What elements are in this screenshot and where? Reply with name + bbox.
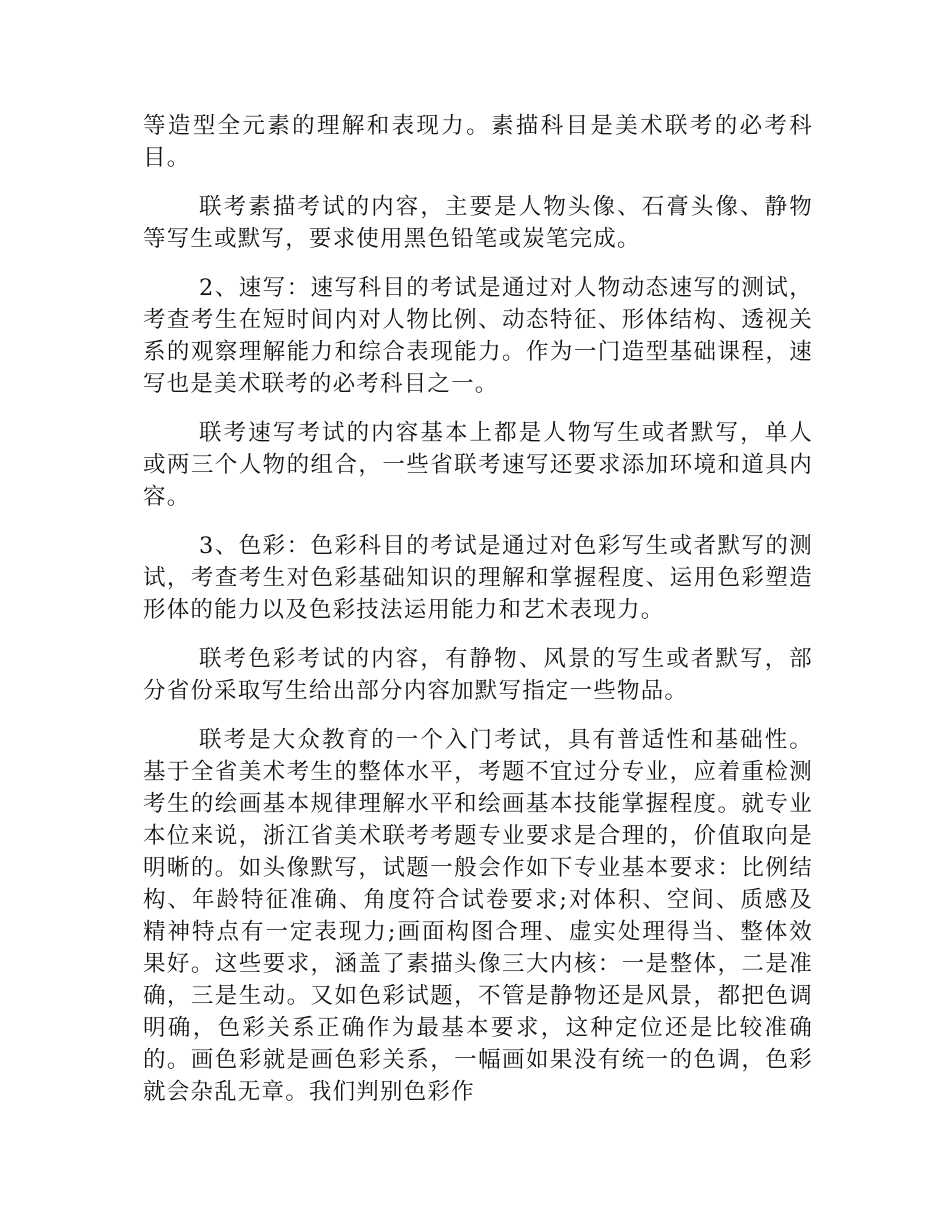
paragraph-color: 3、色彩：色彩科目的考试是通过对色彩写生或者默写的测试，考查考生对色彩基础知识的理解和掌握程度、运用色彩塑造形体的能力以及色彩技法运用能力和艺术表现力。 xyxy=(143,533,813,623)
paragraph-color-content: 联考色彩考试的内容，有静物、风景的写生或者默写，部分省份采取写生给出部分内容加默写指定一些物品。 xyxy=(143,646,813,704)
paragraph-continuation: 等造型全元素的理解和表现力。素描科目是美术联考的必考科目。 xyxy=(143,113,813,171)
paragraph-joint-exam-discussion: 联考是大众教育的一个入门考试，具有普适性和基础性。基于全省美术考生的整体水平，考题不宜过分专业，应着重检测考生的绘画基本规律理解水平和绘画基本技能掌握程度。就专业本位来说，浙江省美术联考考题专业要求是合理的，价值取向是明晰的。如头像默写，试题一般会作如下专业基本要求：比例结构、年龄特征准确、角度符合试卷要求;对体积、空间、质感及精神特点有一定表现力;画面构图合理、虚实处理得当、整体效果好。这些要求，涵盖了素描头像三大内核：一是整体，二是准确，三是生动。又如色彩试题，不管是静物还是风景，都把色调明确，色彩关系正确作为最基本要求，这种定位还是比较准确的。画色彩就是画色彩关系，一幅画如果没有统一的色调，色彩就会杂乱无章。我们判别色彩作 xyxy=(143,727,813,1105)
document-page xyxy=(143,110,813,1108)
paragraph-sketch-content: 联考素描考试的内容，主要是人物头像、石膏头像、静物等写生或默写，要求使用黑色铅笔或炭笔完成。 xyxy=(143,194,813,252)
paragraph-quick-sketch: 2、速写：速写科目的考试是通过对人物动态速写的测试，考查考生在短时间内对人物比例、动态特征、形体结构、透视关系的观察理解能力和综合表现能力。作为一门造型基础课程，速写也是美术联考的必考科目之一。 xyxy=(143,275,813,397)
paragraph-quick-sketch-content: 联考速写考试的内容基本上都是人物写生或者默写，单人或两三个人物的组合，一些省联考速写还要求添加环境和道具内容。 xyxy=(143,420,813,510)
